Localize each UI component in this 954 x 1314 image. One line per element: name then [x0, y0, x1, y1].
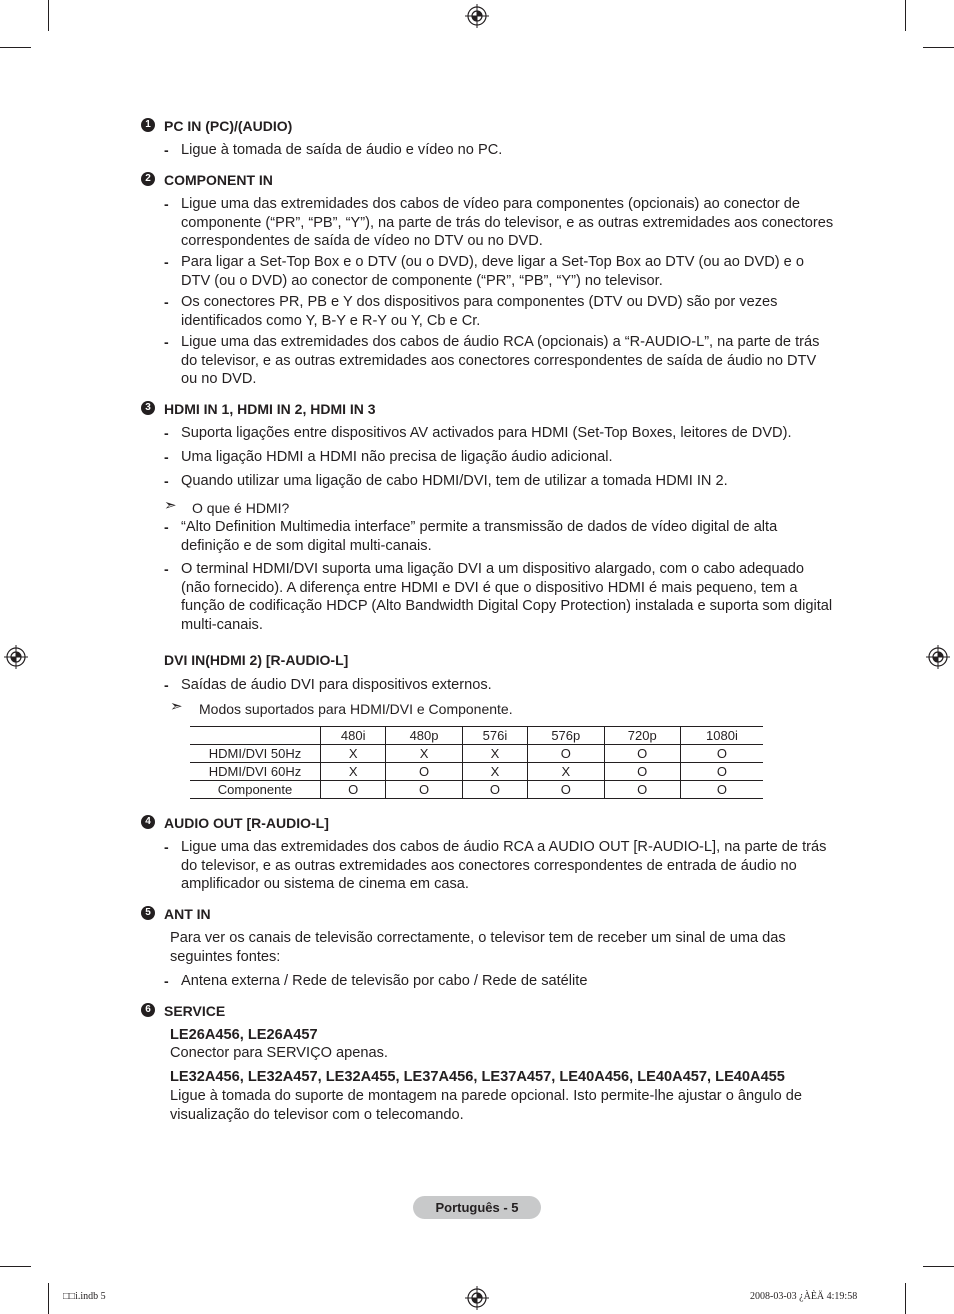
bullet-dash: -	[164, 142, 169, 158]
registration-mark-icon	[4, 645, 28, 669]
table-header-cell: 720p	[604, 727, 680, 745]
table-header-cell: 480p	[386, 727, 462, 745]
subsection-title-dvi-in: DVI IN(HDMI 2) [R-AUDIO-L]	[164, 652, 349, 668]
table-cell: O	[604, 763, 680, 781]
table-cell: O	[321, 781, 386, 799]
table-cell: X	[386, 745, 462, 763]
bullet-dash: -	[164, 254, 169, 270]
bullet-dash: -	[164, 677, 169, 693]
model-list: LE32A456, LE32A457, LE32A455, LE37A456, LE37A457, LE40A456, LE40A457, LE40A455	[170, 1069, 785, 1085]
registration-mark-icon	[465, 4, 489, 28]
crop-mark	[0, 47, 31, 48]
list-item: Os conectores PR, PB e Y dos dispositivos para componentes (DTV ou DVD) são por vezes identificados como Y, B-Y e R-Y ou Y, Cb e Cr.	[181, 294, 778, 329]
page-number-label: Português - 5	[413, 1196, 541, 1219]
table-cell: O	[604, 745, 680, 763]
footer-timestamp: 2008-03-03 ¿ÀÈÄ 4:19:58	[750, 1291, 858, 1302]
supported-modes-table	[190, 726, 763, 799]
crop-mark	[905, 0, 906, 31]
section-title-pc-in: PC IN (PC)/(AUDIO)	[164, 118, 293, 134]
table-cell: O	[680, 745, 763, 763]
section-title-ant-in: ANT IN	[164, 906, 211, 922]
list-item: Para ligar a Set-Top Box e o DTV (ou o DVD), deve ligar a Set-Top Box ao DTV (ou ao DVD) e o DTV (ou o DVD) ao conector de componente (“PR”, “PB”, “Y”) no televisor.	[181, 254, 804, 289]
crop-mark	[0, 1266, 31, 1267]
list-item: O terminal HDMI/DVI suporta uma ligação DVI a um dispositivo alargado, com o cabo adequado (não fornecido). A diferença entre HDMI e DVI é que o dispositivo HDMI é mais pequeno, tem a função de codificação HDCP (Alto Bandwidth Digital Copy Protection) instalada e suporta som digital multi-canais.	[181, 561, 833, 634]
section-title-service: SERVICE	[164, 1003, 226, 1019]
table-cell: O	[680, 781, 763, 799]
section-number-badge: 4	[141, 815, 155, 829]
section-number-badge: 3	[141, 401, 155, 415]
bullet-dash: -	[164, 561, 169, 577]
crop-mark	[48, 0, 49, 31]
list-item: Ligue uma das extremidades dos cabos de áudio RCA a AUDIO OUT [R-AUDIO-L], na parte de trás do televisor, e as outras extremidades aos conectores correspondentes de entrada de áudio no amplificador ou sistema de cinema em casa.	[181, 839, 827, 893]
table-header-cell: 1080i	[680, 727, 763, 745]
table-cell: X	[321, 745, 386, 763]
section-title-component-in: COMPONENT IN	[164, 172, 273, 188]
table-row-header: Componente	[190, 781, 321, 799]
table-cell: O	[462, 781, 527, 799]
bullet-dash: -	[164, 334, 169, 350]
table-cell: X	[528, 763, 604, 781]
table-row-header: HDMI/DVI 50Hz	[190, 745, 321, 763]
bullet-dash: -	[164, 449, 169, 465]
table-cell: O	[680, 763, 763, 781]
note-arrow-icon: ➣	[164, 497, 177, 514]
table-header-row	[190, 727, 763, 745]
note-arrow-icon: ➣	[170, 698, 183, 715]
table-row	[190, 745, 763, 763]
list-item: Ligue uma das extremidades dos cabos de áudio RCA (opcionais) a “R-AUDIO-L”, na parte de trás do televisor, e as outras extremidades aos conectores correspondentes de saída de áudio no DTV ou no DVD.	[181, 334, 820, 388]
bullet-dash: -	[164, 425, 169, 441]
list-item: Ligue uma das extremidades dos cabos de vídeo para componentes (opcionais) ao conector de componente (“PR”, “PB”, “Y”), na parte de trás do televisor, e as outras extremidades aos conectores correspondentes de saída de vídeo no DTV ou no DVD.	[181, 196, 834, 250]
crop-mark	[923, 1266, 954, 1267]
paragraph: Ligue à tomada do suporte de montagem na parede opcional. Isto permite-lhe ajustar o ângulo de visualização do televisor com o telecomando.	[170, 1088, 802, 1123]
list-item: Uma ligação HDMI a HDMI não precisa de ligação áudio adicional.	[181, 449, 613, 465]
table-cell: X	[462, 745, 527, 763]
table-cell: O	[386, 763, 462, 781]
list-item: Antena externa / Rede de televisão por cabo / Rede de satélite	[181, 973, 588, 989]
section-title-hdmi-in: HDMI IN 1, HDMI IN 2, HDMI IN 3	[164, 401, 376, 417]
registration-mark-icon	[926, 645, 950, 669]
table-header-cell	[190, 727, 321, 745]
table-cell: X	[321, 763, 386, 781]
bullet-dash: -	[164, 473, 169, 489]
bullet-dash: -	[164, 973, 169, 989]
table-row	[190, 763, 763, 781]
list-item: Quando utilizar uma ligação de cabo HDMI/DVI, tem de utilizar a tomada HDMI IN 2.	[181, 473, 728, 489]
section-number-badge: 6	[141, 1003, 155, 1017]
table-header-cell: 576i	[462, 727, 527, 745]
list-item: Suporta ligações entre dispositivos AV activados para HDMI (Set-Top Boxes, leitores de DVD).	[181, 425, 792, 441]
section-title-audio-out: AUDIO OUT [R-AUDIO-L]	[164, 815, 329, 831]
model-list: LE26A456, LE26A457	[170, 1027, 318, 1043]
list-item: Ligue à tomada de saída de áudio e vídeo no PC.	[181, 142, 503, 158]
note-text: Modos suportados para HDMI/DVI e Componente.	[199, 701, 513, 717]
table-cell: X	[462, 763, 527, 781]
bullet-dash: -	[164, 519, 169, 535]
list-item: Saídas de áudio DVI para dispositivos externos.	[181, 677, 492, 693]
paragraph: Conector para SERVIÇO apenas.	[170, 1045, 388, 1061]
list-item: “Alto Definition Multimedia interface” permite a transmissão de dados de vídeo digital de alta definição e de som digital multi-canais.	[181, 519, 778, 554]
paragraph: Para ver os canais de televisão correctamente, o televisor tem de receber um sinal de uma das seguintes fontes:	[170, 930, 786, 965]
section-number-badge: 5	[141, 906, 155, 920]
crop-mark	[905, 1283, 906, 1314]
table-cell: O	[528, 745, 604, 763]
registration-mark-icon	[465, 1286, 489, 1310]
bullet-dash: -	[164, 196, 169, 212]
bullet-dash: -	[164, 294, 169, 310]
table-row-header: HDMI/DVI 60Hz	[190, 763, 321, 781]
section-number-badge: 1	[141, 118, 155, 132]
table-row	[190, 781, 763, 799]
section-number-badge: 2	[141, 172, 155, 186]
table-cell: O	[528, 781, 604, 799]
crop-mark	[923, 47, 954, 48]
crop-mark	[48, 1283, 49, 1314]
table-header-cell: 480i	[321, 727, 386, 745]
table-cell: O	[604, 781, 680, 799]
bullet-dash: -	[164, 839, 169, 855]
table-header-cell: 576p	[528, 727, 604, 745]
note-text: O que é HDMI?	[192, 500, 290, 516]
footer-file-name: □□i.indb 5	[63, 1291, 106, 1302]
table-cell: O	[386, 781, 462, 799]
